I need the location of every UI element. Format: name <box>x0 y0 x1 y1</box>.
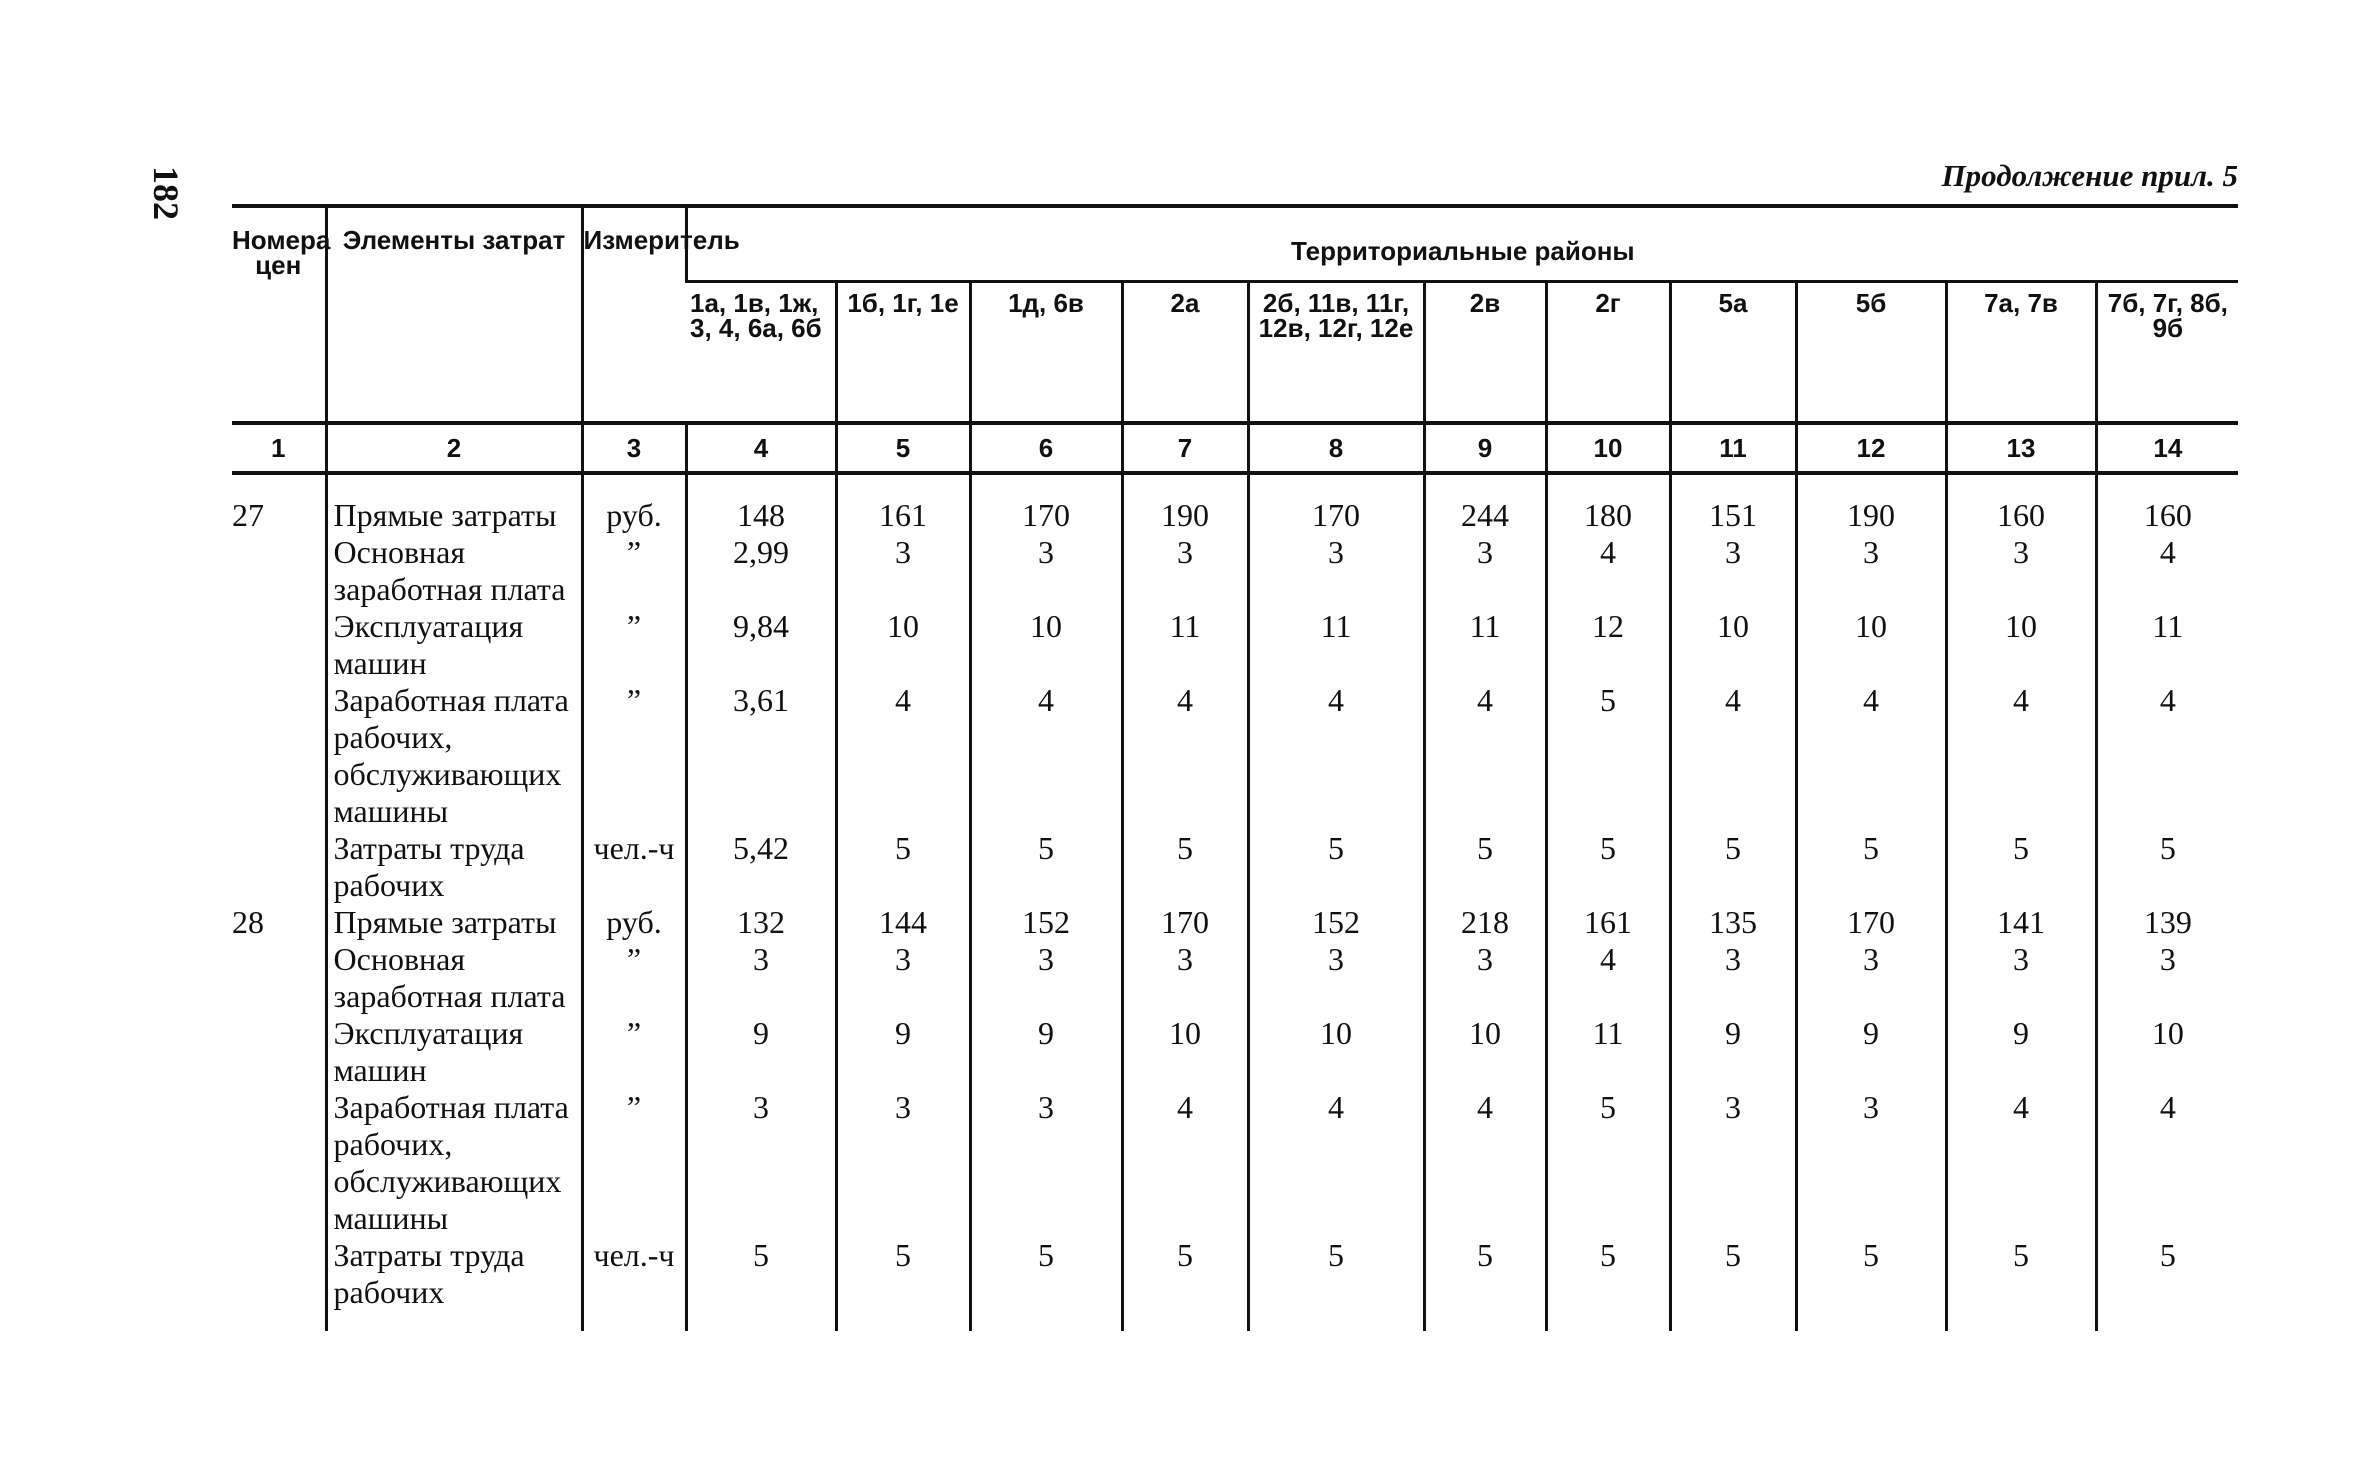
header-district: 1а, 1в, 1ж, 3, 4, 6а, 6б <box>690 288 822 343</box>
value-cell: 170 <box>1248 473 1424 534</box>
value-cell: 3 <box>1248 534 1424 608</box>
value-cell: 151 <box>1670 473 1796 534</box>
value-cell: 11 <box>1424 608 1546 682</box>
column-number: 11 <box>1670 423 1796 473</box>
value-cell: 11 <box>2096 608 2238 682</box>
cost-element-cell: Прямые затраты <box>326 904 582 941</box>
value-cell: 170 <box>970 473 1122 534</box>
price-number-cell <box>232 1089 326 1237</box>
value-cell: 10 <box>836 608 970 682</box>
value-cell: 4 <box>2096 1089 2238 1237</box>
header-price-number: Номера цен <box>232 206 326 423</box>
value-cell: 3 <box>970 534 1122 608</box>
cost-element-cell: Заработная плата рабочих, обслуживающих машины <box>326 1089 582 1237</box>
unit-cell: ” <box>582 1015 686 1089</box>
value-cell: 4 <box>1122 682 1248 830</box>
value-cell: 3 <box>2096 941 2238 1015</box>
value-cell: 9,84 <box>686 608 836 682</box>
value-cell: 3 <box>1946 534 2096 608</box>
column-number: 13 <box>1946 423 2096 473</box>
page-number: 182 <box>146 166 186 220</box>
header-territorial-districts: Территориальные районы <box>686 206 2238 282</box>
value-cell: 161 <box>836 473 970 534</box>
value-cell: 4 <box>1546 941 1670 1015</box>
value-cell: 5 <box>1546 682 1670 830</box>
value-cell: 139 <box>2096 904 2238 941</box>
value-cell: 5 <box>1946 1237 2096 1331</box>
value-cell: 3 <box>1424 941 1546 1015</box>
cost-element-cell: Прямые затраты <box>326 473 582 534</box>
header-district: 5а <box>1670 282 1796 424</box>
value-cell: 5 <box>836 1237 970 1331</box>
unit-cell: ” <box>582 1089 686 1237</box>
column-number: 5 <box>836 423 970 473</box>
value-cell: 5 <box>686 1237 836 1331</box>
price-number-cell <box>232 1015 326 1089</box>
value-cell: 5 <box>1424 1237 1546 1331</box>
table-row <box>232 941 2238 1015</box>
value-cell: 152 <box>970 904 1122 941</box>
value-cell: 5 <box>2096 830 2238 904</box>
value-cell: 3 <box>686 941 836 1015</box>
value-cell: 3 <box>970 941 1122 1015</box>
value-cell: 9 <box>1670 1015 1796 1089</box>
value-cell: 9 <box>1796 1015 1946 1089</box>
value-cell: 5 <box>1670 830 1796 904</box>
value-cell: 10 <box>1670 608 1796 682</box>
cost-element-cell: Эксплуатация машин <box>326 1015 582 1089</box>
table-row <box>232 1089 2238 1237</box>
table-row <box>232 473 2238 534</box>
column-number: 12 <box>1796 423 1946 473</box>
value-cell: 5 <box>970 1237 1122 1331</box>
value-cell: 2,99 <box>686 534 836 608</box>
value-cell: 4 <box>2096 534 2238 608</box>
value-cell: 3 <box>836 1089 970 1237</box>
value-cell: 4 <box>1946 1089 2096 1237</box>
value-cell: 190 <box>1796 473 1946 534</box>
value-cell: 5 <box>1122 1237 1248 1331</box>
value-cell: 3 <box>1122 941 1248 1015</box>
header-district: 2г <box>1546 282 1670 424</box>
value-cell: 3 <box>1796 941 1946 1015</box>
unit-cell: ” <box>582 608 686 682</box>
value-cell: 5 <box>1424 830 1546 904</box>
value-cell: 4 <box>836 682 970 830</box>
value-cell: 135 <box>1670 904 1796 941</box>
header-district: 2б, 11в, 11г, 12в, 12г, 12е <box>1248 282 1424 424</box>
value-cell: 10 <box>1248 1015 1424 1089</box>
value-cell: 11 <box>1122 608 1248 682</box>
value-cell: 3 <box>1424 534 1546 608</box>
value-cell: 3 <box>686 1089 836 1237</box>
header-district: 7б, 7г, 8б, 9б <box>2096 282 2238 424</box>
value-cell: 170 <box>1122 904 1248 941</box>
cost-element-cell: Эксплуатация машин <box>326 608 582 682</box>
value-cell: 144 <box>836 904 970 941</box>
value-cell: 141 <box>1946 904 2096 941</box>
table-row <box>232 1015 2238 1089</box>
value-cell: 3 <box>1670 534 1796 608</box>
value-cell: 3,61 <box>686 682 836 830</box>
value-cell: 5 <box>1546 1237 1670 1331</box>
value-cell: 12 <box>1546 608 1670 682</box>
cost-element-cell: Затраты труда рабочих <box>326 830 582 904</box>
header-district: 2а <box>1122 282 1248 424</box>
value-cell: 3 <box>1946 941 2096 1015</box>
price-number-cell: 27 <box>232 497 264 533</box>
value-cell: 10 <box>2096 1015 2238 1089</box>
price-number-cell: 28 <box>232 904 264 940</box>
unit-cell: чел.-ч <box>582 830 686 904</box>
continuation-label: Продолжение прил. 5 <box>1941 158 2238 193</box>
value-cell: 3 <box>1796 534 1946 608</box>
value-cell: 5 <box>1546 830 1670 904</box>
value-cell: 4 <box>1796 682 1946 830</box>
price-number-cell <box>232 1237 326 1331</box>
value-cell: 160 <box>1946 473 2096 534</box>
price-number-cell <box>232 608 326 682</box>
price-number-cell <box>232 941 326 1015</box>
unit-cell: руб. <box>582 904 686 941</box>
price-number-cell <box>232 534 326 608</box>
value-cell: 4 <box>2096 682 2238 830</box>
value-cell: 3 <box>970 1089 1122 1237</box>
value-cell: 5 <box>1248 1237 1424 1331</box>
unit-cell: ” <box>582 941 686 1015</box>
value-cell: 5 <box>836 830 970 904</box>
table-row <box>232 608 2238 682</box>
header-district: 1д, 6в <box>970 282 1122 424</box>
value-cell: 4 <box>1424 682 1546 830</box>
value-cell: 4 <box>1946 682 2096 830</box>
column-number: 4 <box>686 423 836 473</box>
value-cell: 152 <box>1248 904 1424 941</box>
value-cell: 5,42 <box>686 830 836 904</box>
column-number: 7 <box>1122 423 1248 473</box>
value-cell: 10 <box>1122 1015 1248 1089</box>
column-number: 6 <box>970 423 1122 473</box>
value-cell: 4 <box>1248 682 1424 830</box>
header-cost-elements: Элементы затрат <box>326 206 582 423</box>
value-cell: 5 <box>1796 830 1946 904</box>
value-cell: 9 <box>970 1015 1122 1089</box>
value-cell: 4 <box>1122 1089 1248 1237</box>
value-cell: 9 <box>1946 1015 2096 1089</box>
value-cell: 5 <box>1546 1089 1670 1237</box>
value-cell: 3 <box>1122 534 1248 608</box>
column-number: 14 <box>2096 423 2238 473</box>
cost-table <box>232 204 2238 1331</box>
unit-cell: чел.-ч <box>582 1237 686 1331</box>
header-district: 2в <box>1424 282 1546 424</box>
value-cell: 10 <box>970 608 1122 682</box>
value-cell: 161 <box>1546 904 1670 941</box>
value-cell: 170 <box>1796 904 1946 941</box>
column-number: 1 <box>232 423 326 473</box>
value-cell: 4 <box>1546 534 1670 608</box>
header-district: 7а, 7в <box>1946 282 2096 424</box>
value-cell: 5 <box>970 830 1122 904</box>
value-cell: 3 <box>836 941 970 1015</box>
value-cell: 132 <box>686 904 836 941</box>
table-row <box>232 904 2238 941</box>
value-cell: 5 <box>1122 830 1248 904</box>
value-cell: 180 <box>1546 473 1670 534</box>
price-number-cell <box>232 830 326 904</box>
value-cell: 10 <box>1796 608 1946 682</box>
column-number: 9 <box>1424 423 1546 473</box>
header-district: 1б, 1г, 1е <box>836 282 970 424</box>
header-district: 5б <box>1796 282 1946 424</box>
price-number-cell <box>232 682 326 830</box>
value-cell: 11 <box>1546 1015 1670 1089</box>
cost-element-cell: Заработная плата рабочих, обслуживающих машины <box>326 682 582 830</box>
header-unit: Измеритель <box>582 206 686 423</box>
value-cell: 3 <box>1796 1089 1946 1237</box>
value-cell: 5 <box>1670 1237 1796 1331</box>
value-cell: 3 <box>836 534 970 608</box>
table-row <box>232 830 2238 904</box>
cost-element-cell: Основная заработная плата <box>326 534 582 608</box>
value-cell: 5 <box>2096 1237 2238 1331</box>
cost-element-cell: Затраты труда рабочих <box>326 1237 582 1331</box>
column-number: 2 <box>326 423 582 473</box>
column-number: 3 <box>582 423 686 473</box>
value-cell: 4 <box>1670 682 1796 830</box>
value-cell: 3 <box>1248 941 1424 1015</box>
cost-element-cell: Основная заработная плата <box>326 941 582 1015</box>
table-row <box>232 534 2238 608</box>
table-row <box>232 682 2238 830</box>
unit-cell: руб. <box>582 473 686 534</box>
value-cell: 9 <box>686 1015 836 1089</box>
value-cell: 11 <box>1248 608 1424 682</box>
value-cell: 10 <box>1946 608 2096 682</box>
unit-cell: ” <box>582 534 686 608</box>
value-cell: 5 <box>1946 830 2096 904</box>
table-row <box>232 1237 2238 1331</box>
value-cell: 244 <box>1424 473 1546 534</box>
column-number: 8 <box>1248 423 1424 473</box>
column-number: 10 <box>1546 423 1670 473</box>
value-cell: 160 <box>2096 473 2238 534</box>
value-cell: 4 <box>970 682 1122 830</box>
value-cell: 9 <box>836 1015 970 1089</box>
value-cell: 218 <box>1424 904 1546 941</box>
value-cell: 5 <box>1248 830 1424 904</box>
value-cell: 5 <box>1796 1237 1946 1331</box>
unit-cell: ” <box>582 682 686 830</box>
value-cell: 190 <box>1122 473 1248 534</box>
value-cell: 3 <box>1670 941 1796 1015</box>
value-cell: 3 <box>1670 1089 1796 1237</box>
value-cell: 10 <box>1424 1015 1546 1089</box>
value-cell: 4 <box>1424 1089 1546 1237</box>
value-cell: 4 <box>1248 1089 1424 1237</box>
value-cell: 148 <box>686 473 836 534</box>
